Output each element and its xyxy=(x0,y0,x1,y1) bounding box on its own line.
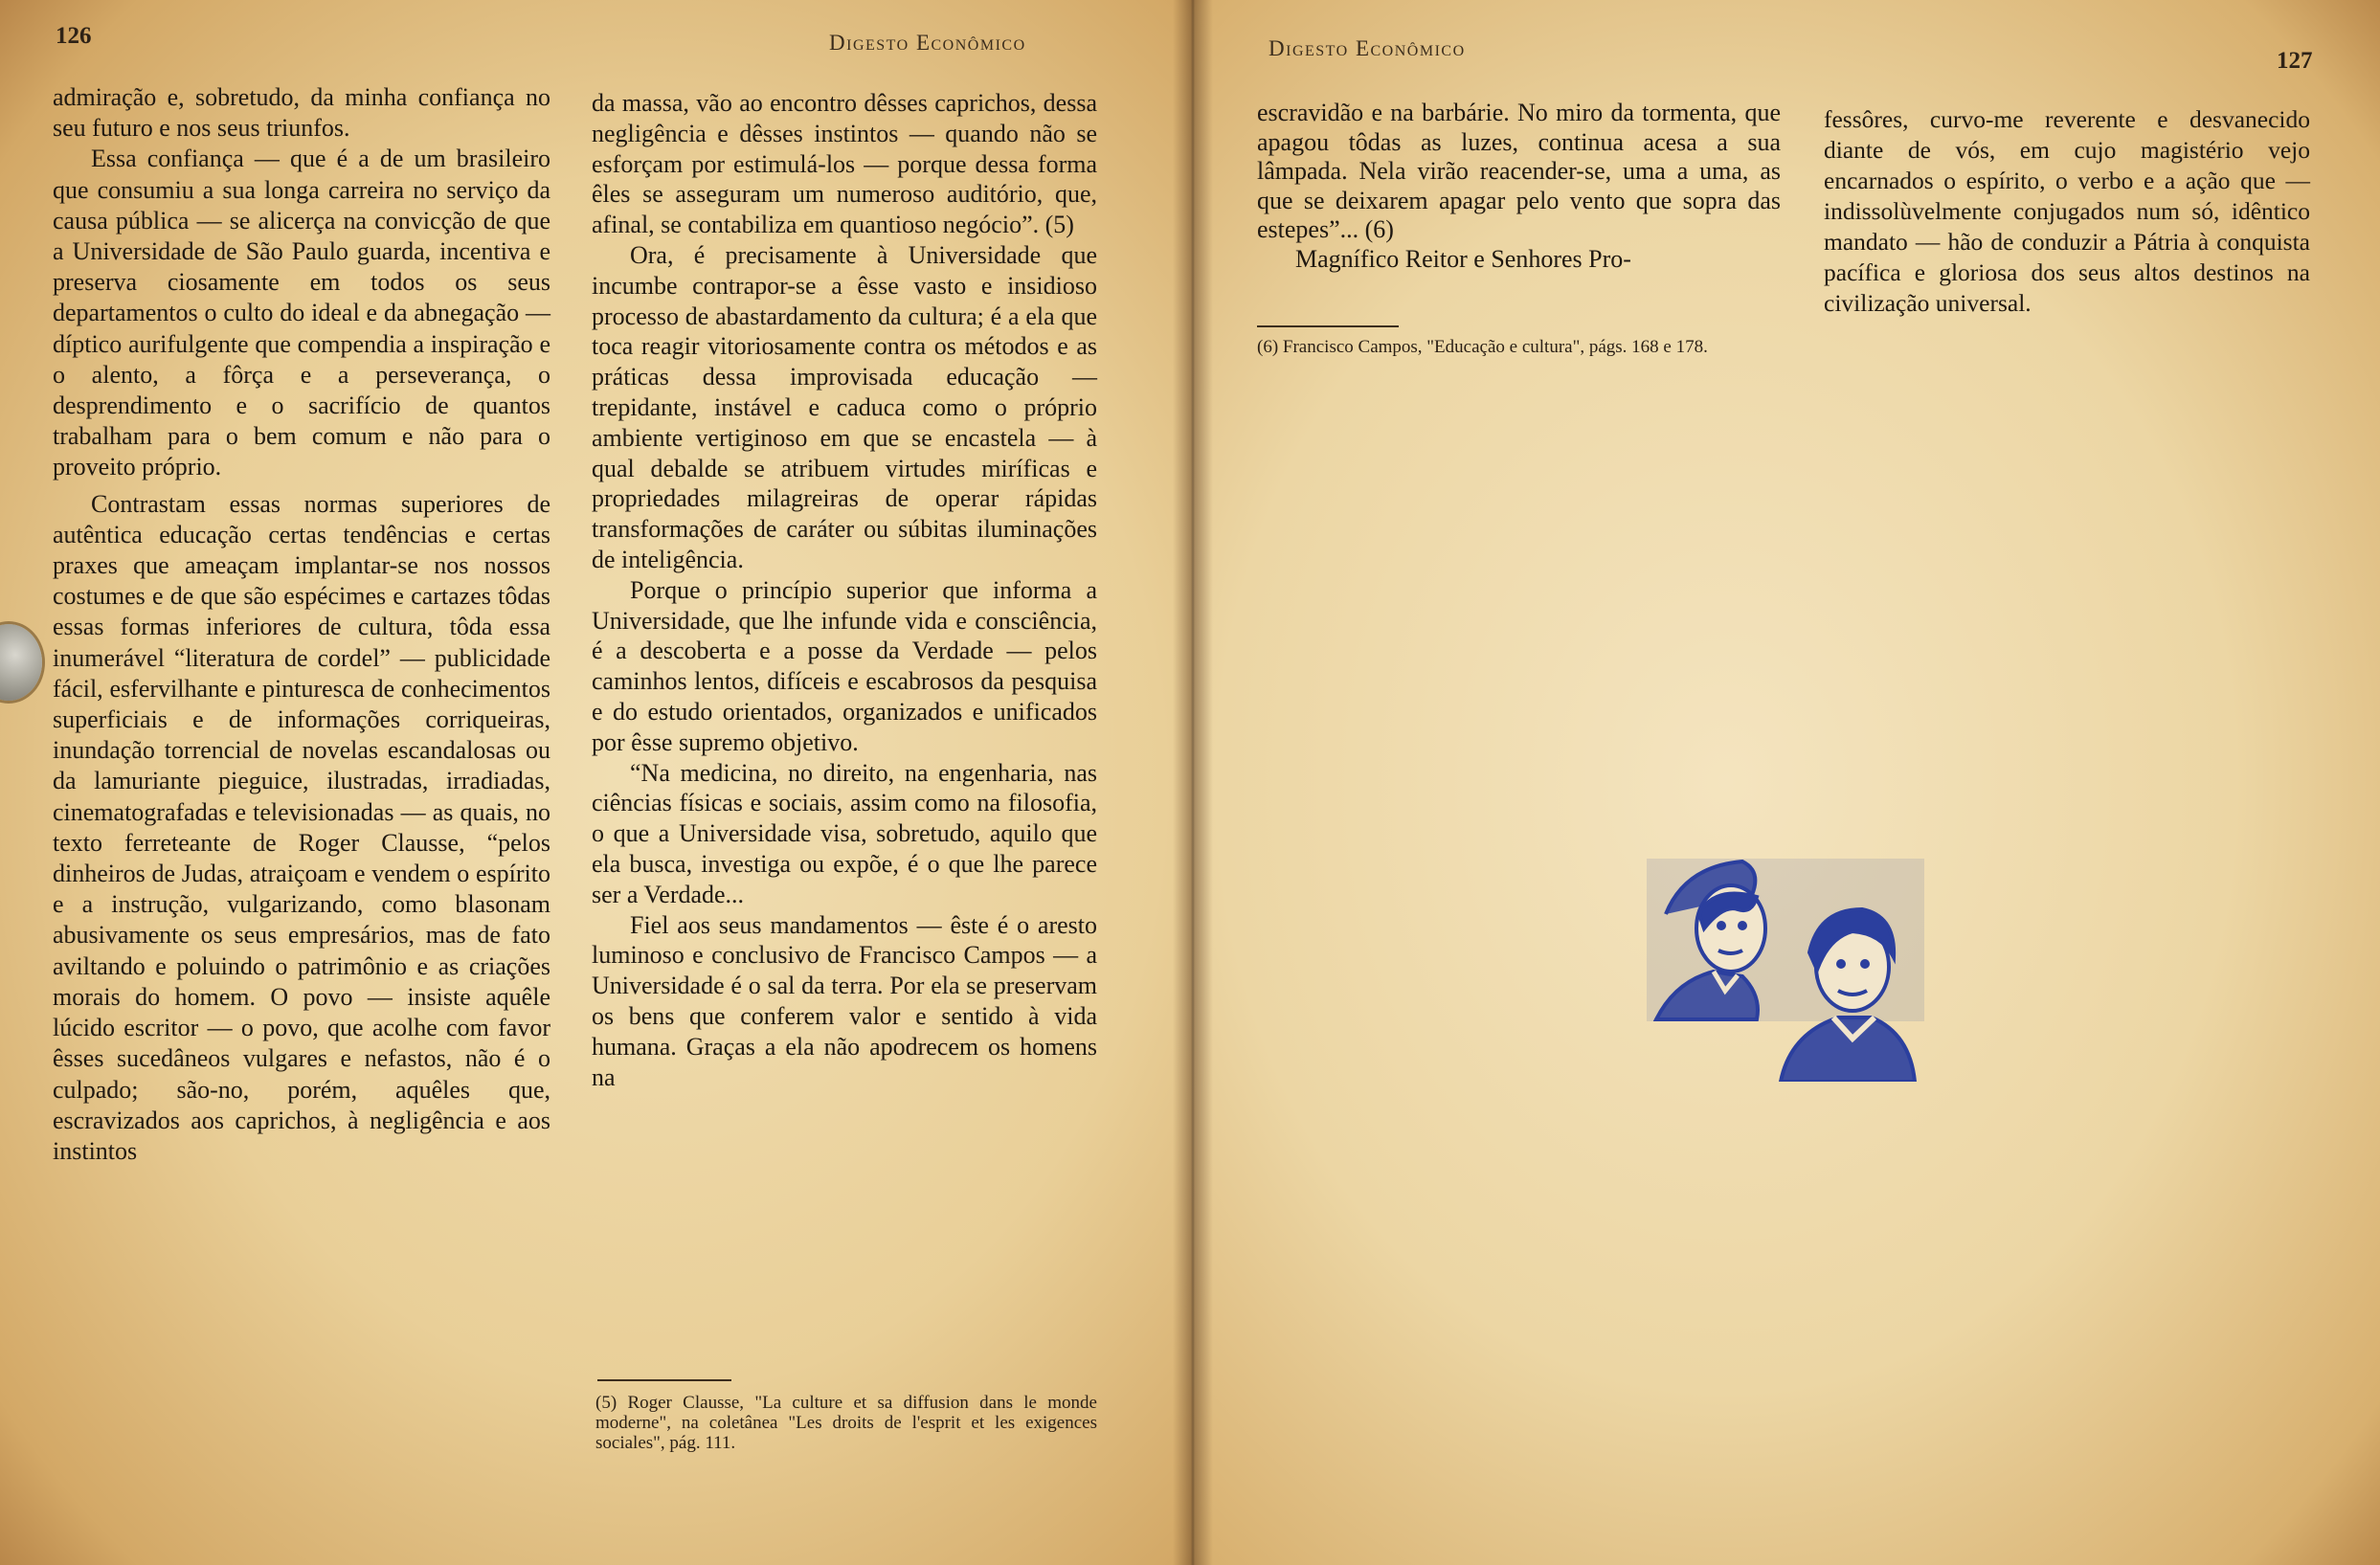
paragraph: Magnífico Reitor e Senhores Pro- xyxy=(1295,244,1631,273)
paragraph: Porque o princípio superior que informa a Universidade, que lhe infunde vida e consciência, é a descoberta e a posse da Verdade — pelos caminhos lentos, difíceis e escabrosos da pesquisa e do estudo orientados, organizados e unificados por êsse supremo objetivo. xyxy=(592,575,1097,756)
footnote-rule-right xyxy=(1257,325,1399,327)
paragraph: da massa, vão ao encontro dêsses caprichos, dessa negligência e dêsses instintos — quando não se esforçam por estimulá-los — porque dessa forma êles se asseguram um numeroso auditório, que, afinal, se contabiliza em quantioso negócio”. (5) xyxy=(592,89,1097,239)
metal-clasp xyxy=(0,624,42,701)
paragraph: “Na medicina, no direito, na engenharia, nas ciências físicas e sociais, assim como na filosofia, o que a Universidade visa, sobretudo, aquilo que ela busca, investiga ou expõe, é o que lhe parece ser a Verdade... xyxy=(592,758,1097,908)
left-page-column-2 xyxy=(592,88,1097,1092)
left-page-column-1 xyxy=(53,82,550,1167)
running-head-left: Digesto Econômico xyxy=(829,31,1026,55)
running-head-right: Digesto Econômico xyxy=(1269,36,1466,60)
paragraph: Fiel aos seus mandamentos — êste é o aresto luminoso e conclusivo de Francisco Campos — a Universidade é o sal da terra. Por ela se preservam os bens que conferem valor e sentido à vida humana. Graças a ela não apodrecem os homens na xyxy=(592,910,1097,1091)
paragraph: Essa confiança — que é a de um brasileiro que consumiu a sua longa carreira no serviço da causa pública — se alicerça na convicção de que a Universidade de São Paulo guarda, incentiva e preserva ciosamente em todos os seus departamentos o culto do ideal e da abnegação — díptico aurifulgente que compendia a inspiração e o alento, a fôrça e a perseverança, o desprendimento e o sacrifício de quantos trabalham para o bem comum e não para o proveito próprio. xyxy=(53,145,550,481)
paragraph: fessôres, curvo-me reverente e desvanecido diante de vós, em cujo magistério vejo encarnados o espírito, o verbo e a ação que — indissolùvelmente conjugados num só, idêntico mandato — hão de conduzir a Pátria à conquista pacífica e gloriosa dos seus altos destinos na civilização universal. xyxy=(1824,105,2310,317)
book-gutter xyxy=(1173,0,1213,1565)
nurses-stamp-icon xyxy=(1647,857,1929,1082)
paragraph: Ora, é precisamente à Universidade que incumbe contrapor-se a êsse vasto e insidioso processo de abastardamento da cultura; é a ela que toca reagir vitoriosamente contra os métodos e as práticas dessa improvisada educação — trepidante, instável e caduca como o próprio ambiente vertiginoso em que se encastela — à qual debalde se atribuem virtudes miríficas e propriedades milagreiras de operar rápidas transformações de caráter ou súbitas iluminações de inteligência. xyxy=(592,240,1097,573)
right-page-column-2 xyxy=(1824,104,2310,319)
right-page-column-1 xyxy=(1257,99,1781,274)
page-number-left: 126 xyxy=(56,23,92,49)
footnote-rule-left xyxy=(597,1379,731,1381)
page-number-right: 127 xyxy=(2277,48,2313,74)
footnote-right: (6) Francisco Campos, "Educação e cultura", págs. 168 e 178. xyxy=(1257,337,1708,357)
paragraph: admiração e, sobretudo, da minha confiança no seu futuro e nos seus triunfos. xyxy=(53,83,550,143)
paragraph: Contrastam essas normas superiores de autêntica educação certas tendências e certas praxes que ameaçam implantar-se nos nossos costumes e de que são espécimes e cartazes tôdas essas formas inferiores de cultura, tôda essa inumerável “literatura de cordel” — publicidade fácil, esfervilhante e pinturesca de conhecimentos superficiais e de informações corriqueiras, inundação torrencial de novelas escandalosas ou da lamuriante pieguice, ilustradas, irradiadas, cinematografadas e televisionadas — as quais, no texto ferreteante de Roger Clausse, “pelos dinheiros de Judas, atraiçoam e vendem o espírito e a instrução, vulgarizando, como blasonam abusivamente os seus empresários, mas de fato aviltando e poluindo o patrimônio e as criações morais do homem. O povo — insiste aquêle lúcido escritor — o povo, que acolhe com favor êsses sucedâneos vulgares e nefastos, não é o culpado; são-no, porém, aquêles que, escravizados aos caprichos, à negligência e aos instintos xyxy=(53,489,550,1165)
footnote-left: (5) Roger Clausse, "La culture et sa diffusion dans le monde moderne", na coletânea "Les droits de l'esprit et les exigences sociales", pág. 111. xyxy=(595,1393,1097,1453)
paragraph: escravidão e na barbárie. No miro da tormenta, que apagou tôdas as luzes, continua acesa a sua lâmpada. Nela virão reacender-se, uma a uma, as que se deixarem apagar pelo vento que sopra das estepes”... (6) xyxy=(1257,99,1781,243)
